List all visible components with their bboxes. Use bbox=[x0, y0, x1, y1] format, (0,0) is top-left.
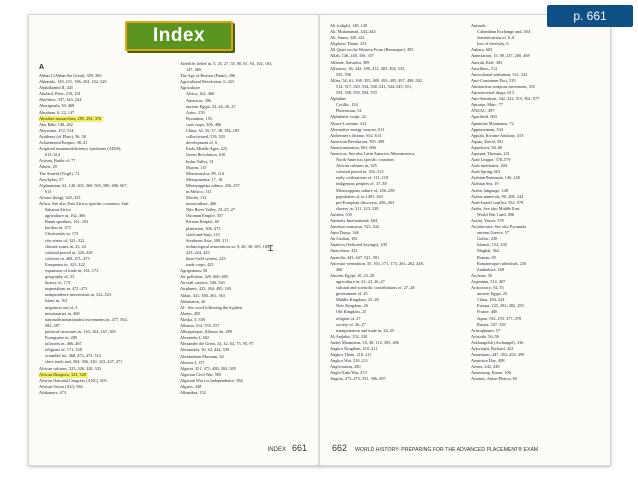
index-entry: Alighieri, Dante, 233 bbox=[330, 41, 367, 47]
index-entry: Anschluss, 512 bbox=[471, 65, 498, 71]
index-entry: Early Middle Ages, 223 bbox=[186, 146, 228, 152]
index-entry: Old Kingdom, 25 bbox=[336, 309, 367, 315]
index-entry: history of, 173 bbox=[45, 280, 71, 286]
index-entry: Anatolia, 443, 447, 521, 581 bbox=[330, 254, 380, 260]
index-entry: colonies in, 468, 471–473 bbox=[45, 255, 90, 261]
index-entry: North America; specific countries bbox=[336, 157, 395, 163]
index-entry: China, 184, 224 bbox=[477, 297, 505, 303]
index-entry: 147, 469 bbox=[186, 67, 202, 73]
index-entry: Portuguese in, 289 bbox=[45, 335, 78, 341]
index-entry: Green Revolution, 610 bbox=[186, 152, 226, 158]
index-entry: Abelard, Peter, 219, 231 bbox=[39, 91, 81, 97]
index-entry: Byzantine, 155 bbox=[186, 115, 213, 121]
index-entry: Agriculture bbox=[180, 85, 200, 91]
index-entry: Ali, Sunni, 320–321 bbox=[330, 35, 365, 41]
index-entry: China, 34, 35, 37, 38, 184–185 bbox=[186, 128, 240, 134]
index-entry: Appeasement, 534 bbox=[471, 126, 503, 132]
index-entry: development of, 6 bbox=[186, 140, 218, 146]
index-entry: religion of, 27 bbox=[336, 315, 361, 321]
index-entry: Ali, Muhammad, 443–444 bbox=[330, 29, 376, 35]
index-entry: Ankara, 603 bbox=[471, 47, 493, 53]
highlighted-index-entry: Absolute monarchies, 285, 292, 376 bbox=[39, 115, 102, 121]
index-entry: ANZAC, 497 bbox=[471, 108, 495, 114]
index-entry: slash-and-burn, 115 bbox=[186, 231, 220, 237]
index-entry: migration out of, 3 bbox=[45, 304, 78, 310]
index-entry: Airplanes, 423, 484, 485, 543 bbox=[180, 286, 232, 292]
index-column-4 bbox=[471, 23, 602, 429]
index-entry: agriculture in, 23–24, 26–27 bbox=[336, 278, 385, 284]
index-entry: Mesopotamia, 17, 18 bbox=[186, 176, 223, 182]
index-entry: Indus Valley, 31 bbox=[186, 158, 214, 164]
index-entry: independence movements in, 522–523 bbox=[45, 292, 112, 298]
index-entry: American Revolution, 395–399 bbox=[330, 138, 385, 144]
index-entry: Allende, Salvador, 589 bbox=[330, 59, 370, 65]
index-entry: Albuquerque, Alfonso de, 289 bbox=[180, 329, 232, 335]
index-entry: Middle Kingdom, 25–26 bbox=[336, 297, 379, 303]
index-entry: Anorak, Rolf, 383 bbox=[471, 59, 503, 65]
index-column-2 bbox=[180, 61, 311, 429]
index-entry: Afghanistan, 62, 148, 203, 360, 565, 580, 606, 607, bbox=[39, 182, 128, 188]
index-entry: Alzheimer's disease, 612, 614 bbox=[330, 132, 382, 138]
index-entry: Algerian Civil War, 585 bbox=[180, 371, 222, 377]
index-entry: Alliances, 36, 242, 390, 412, 483, 494, 535, bbox=[330, 65, 406, 71]
index-entry: 514, 517, 520, 534, 538–541, 544–545, 551, bbox=[336, 83, 413, 89]
index-entry: Amiens, 535 bbox=[330, 211, 352, 217]
index-entry: Abu Bakr, 148, 282 bbox=[39, 121, 73, 127]
index-entry: Ali (caliph), 148–149 bbox=[330, 23, 368, 28]
index-entry: Air pollution, 429, 600, 605 bbox=[180, 274, 229, 280]
index-entry: Ancestor veneration, 35, 163, 171, 173, 261–262, 448, bbox=[330, 260, 424, 266]
index-entry: Amnesty International, 604 bbox=[330, 218, 378, 223]
index-entry: Arab Spring, 601 bbox=[471, 169, 501, 175]
index-entry: Algeria, 351, 471, 480, 584–585 bbox=[180, 365, 236, 371]
index-entry: Roman, 85 bbox=[477, 254, 496, 260]
index-entry: Russia, 337, 339 bbox=[477, 321, 506, 327]
index-entry: Afrikaners, 473 bbox=[39, 389, 66, 395]
index-entry: expansion of trade in, 161–173 bbox=[45, 268, 99, 273]
running-title: WORLD HISTORY: PREPARING FOR THE ADVANCED PLACEMENT® EXAM bbox=[355, 447, 539, 453]
index-entry: Afterlife, belief in, 5, 25, 27, 35, 80, 81, 94, 102, 103, bbox=[180, 61, 273, 66]
index-entry: borders in, 473 bbox=[45, 225, 71, 231]
index-entry: Aqueducts, 84–86 bbox=[471, 144, 503, 150]
index-entry: Akbar, 341, 360–361, 363 bbox=[180, 292, 225, 298]
index-entry: Abbas I (Abbas the Great), 359–360 bbox=[39, 73, 102, 78]
index-entry: Arabic numerals, 90, 208, 244 bbox=[471, 193, 524, 199]
index-entry: Mississippian culture, 256–257 bbox=[186, 182, 240, 188]
index-entry: loss of diversity, 6 bbox=[477, 41, 509, 47]
index-entry: African cultures, 325–326, 328, 523 bbox=[39, 365, 102, 371]
index-entry: Artemis, Anton Pleiros, 65 bbox=[471, 376, 517, 382]
index-entry: Afonso (king), 320, 325 bbox=[39, 194, 81, 200]
index-entry: nationalism/nationalist movements in, 477, 502, bbox=[45, 316, 128, 322]
index-entry: railroads in, 466–467 bbox=[45, 341, 82, 347]
index-entry: Archons, 50 bbox=[471, 272, 493, 278]
index-entry: early civilizations of, 111–118 bbox=[336, 175, 389, 181]
index-entry: colonial period in, 320–328 bbox=[45, 249, 93, 255]
index-entry: indigenous peoples of, 37–38 bbox=[336, 181, 387, 187]
index-entry: Abolition, 337, 343–344 bbox=[39, 97, 82, 103]
index-entry: Phoenician, 54 bbox=[336, 108, 362, 114]
index-entry: New Kingdom, 26 bbox=[336, 303, 368, 309]
index-entry: Anglo-Zulu War, 473 bbox=[330, 370, 367, 376]
index-entry: geography of, 23 bbox=[45, 274, 75, 280]
banner-title: Index bbox=[152, 25, 206, 46]
index-entry: Animals bbox=[471, 23, 486, 28]
index-entry: Anarchism, 432 bbox=[330, 248, 358, 254]
index-entry: Islamic, 152, 230 bbox=[477, 242, 507, 248]
index-entry: collectivized, 518, 555 bbox=[186, 134, 226, 140]
index-entry: cash crops, 306, 466 bbox=[186, 121, 222, 127]
index-entry: Arabian Peninsula, 146–148 bbox=[471, 175, 520, 181]
index-entry: Arab League, 578–579 bbox=[471, 157, 511, 163]
index-entry: society of, 26–27 bbox=[336, 321, 366, 327]
index-entry: Gothic, 230 bbox=[477, 236, 498, 242]
index-entry: Aquinas, Thomas, 231 bbox=[471, 150, 510, 156]
index-entry: 223–224, 423 bbox=[186, 249, 210, 255]
index-entry: political structures in, 163–164, 167–169 bbox=[45, 328, 116, 334]
index-entry: Abbasids, 149–151, 186, 204, 232, 320 bbox=[39, 79, 107, 85]
index-entry: Bantu speakers, 161–163 bbox=[45, 219, 89, 225]
index-entry: African National Congress (ANC), 603 bbox=[39, 377, 107, 383]
right-page-columns bbox=[330, 23, 602, 429]
index-entry: Academy (of Plato), 56, 58 bbox=[39, 133, 86, 139]
index-entry: slave trade and, 304, 306, 320, 323–327, 471 bbox=[45, 359, 123, 365]
index-entry: Al-. See word following the hyphen. bbox=[180, 304, 243, 310]
index-entry: in Mexico, 111 bbox=[186, 188, 212, 194]
index-entry: Europe, 225, 281, 282, 293 bbox=[477, 303, 524, 309]
index-entry: climate zones in, 23, 24 bbox=[45, 243, 86, 249]
index-entry: Armstrong, Karen, 106 bbox=[471, 370, 511, 376]
index-entry: 613–614 bbox=[45, 152, 61, 158]
index-entry: Acquired immunodeficiency syndrome (AIDS), bbox=[39, 146, 122, 152]
index-entry: Arkwright, Richard, 422 bbox=[471, 345, 514, 351]
index-entry: Anticolonial sentiment, 521, 522 bbox=[471, 71, 528, 77]
index-entry: Alamo, 405 bbox=[180, 310, 201, 316]
index-entry: domestication of, 6–8 bbox=[477, 35, 515, 41]
index-entry: Japan, 192–193, 377–378 bbox=[477, 315, 522, 321]
index-entry: Architecture. See also Pyramids bbox=[471, 224, 527, 230]
index-entry: Anti-Comintern Pact, 535 bbox=[471, 77, 516, 83]
index-entry: Angola, 473–475, 551, 586–587 bbox=[330, 376, 386, 382]
index-entry: Antonio, Marc, 77 bbox=[471, 102, 503, 108]
index-entry: Arab-Israeli conflict, 552, 578 bbox=[471, 199, 524, 205]
index-entry: Alaska, 3, 339 bbox=[180, 316, 205, 322]
index-entry: Mississippian culture of, 256–258 bbox=[336, 187, 395, 193]
index-entry: African Union (AU), 584 bbox=[39, 383, 83, 389]
index-entry: Columbian Exchange and, 304 bbox=[477, 29, 530, 35]
index-entry: Alexius I, 157 bbox=[180, 359, 205, 365]
index-entry: Akhenaton, 26 bbox=[180, 298, 206, 304]
index-entry: population of, in 1491, 263 bbox=[336, 193, 383, 199]
index-entry: Arkhangelsk (Archangel), 336 bbox=[471, 339, 524, 345]
index-entry: Ancient Egypt, 10, 23–29 bbox=[330, 272, 375, 278]
right-page-footer bbox=[332, 443, 538, 453]
index-entry: Alternative energy sources, 611 bbox=[330, 126, 385, 132]
index-entry: slavery in, 311, 323–328 bbox=[336, 205, 379, 211]
index-entry: Alsace-Lorraine, 412 bbox=[330, 120, 367, 126]
text-cursor-icon: ⌶ bbox=[268, 244, 274, 254]
index-entry: Andes Mountains, 10, 38, 112, 305, 406 bbox=[330, 339, 399, 345]
index-entry: Argentina, 514, 407 bbox=[471, 278, 506, 284]
index-entry: city-states of, 321–322 bbox=[45, 237, 85, 243]
index-entry: The Age of Reason (Paine), 396 bbox=[180, 73, 236, 79]
index-entry: Aquae, David, 591 bbox=[471, 138, 504, 144]
index-entry: Americas. See also Latin America; Mesoamerica; bbox=[330, 150, 416, 156]
index-entry: Aztec, 259 bbox=[186, 109, 205, 115]
index-entry: scramble for, 468, 472–473, 514 bbox=[45, 353, 101, 359]
index-entry: Aircraft carriers, 540, 543 bbox=[180, 280, 225, 286]
index-entry: Africa, 162, 466 bbox=[186, 91, 215, 97]
index-entry: pre-European discovery, 256–263 bbox=[336, 199, 395, 205]
index-entry: Africa. See also East Africa; specific countries; Sub- bbox=[39, 200, 130, 206]
index-entry: Arafat, Yasser, 578 bbox=[471, 218, 504, 223]
left-page-footer bbox=[268, 443, 307, 453]
index-entry: Arabian Sea, 19 bbox=[471, 181, 499, 187]
index-entry: Annexation, 15, 88, 237, 260, 469 bbox=[471, 53, 530, 59]
section-letter: A bbox=[39, 64, 45, 71]
index-entry: Algiers, 448 bbox=[180, 383, 202, 389]
index-entry: Amu Darya, 346 bbox=[330, 230, 359, 236]
index-entry: Southeast Asia, 209, 211 bbox=[186, 237, 229, 243]
index-entry: Romanesque cathedrals, 230 bbox=[477, 260, 527, 266]
index-entry: Albania, 514, 555–557 bbox=[180, 323, 220, 329]
index-entry: Allies, 54, 61, 168, 355, 489, 493–495, 497, 498–502, bbox=[330, 77, 423, 83]
index-entry: Amritsar massacre, 521–522 bbox=[330, 224, 380, 230]
index-entry: Antiretroviral drugs, 613 bbox=[471, 90, 514, 96]
index-entry: Aeschylus, 57 bbox=[39, 176, 64, 182]
index-entry: The Aeneid (Virgil), 72 bbox=[39, 170, 80, 176]
index-entry: Americanization, 601, 606 bbox=[330, 144, 376, 150]
index-entry: Ottoman Empire, 357 bbox=[186, 213, 224, 219]
index-entry: Angkor Kingdom, 210–211 bbox=[330, 345, 378, 351]
index-entry: Adults, 29 bbox=[39, 164, 57, 170]
index-banner bbox=[125, 21, 233, 51]
index-entry: Alexander the Great, 32, 42, 64, 75, 95, 97 bbox=[180, 341, 254, 347]
index-entry: Alexandrian Museum, 62 bbox=[180, 353, 224, 359]
index-entry: 555, 556 bbox=[336, 71, 352, 77]
index-entry: An Lushan, 182 bbox=[330, 236, 358, 242]
index-entry: Allah, 146–148, 356, 357 bbox=[330, 53, 374, 59]
index-column-1 bbox=[39, 61, 170, 429]
index-entry: Agrigentum, 58 bbox=[180, 268, 208, 274]
index-entry: Armenians, 447, 453–454, 499 bbox=[471, 352, 525, 358]
index-entry: Apartheid, 603 bbox=[471, 114, 497, 120]
index-entry: ancient Egypt, 23–24, 26–27 bbox=[186, 103, 236, 109]
index-entry: Arabic language, 148 bbox=[471, 187, 508, 193]
index-entry: France, 400 bbox=[477, 309, 498, 315]
index-entry: Mughal, 362 bbox=[477, 248, 499, 254]
page-number: 662 bbox=[332, 443, 348, 453]
index-entry: government of, 25 bbox=[336, 291, 368, 297]
index-entry: three-field system, 223 bbox=[186, 256, 226, 261]
index-entry: monoculture, 466 bbox=[186, 201, 217, 207]
index-entry: missionaries in, 468 bbox=[45, 310, 80, 316]
index-entry: Abyssinia, 472, 514 bbox=[39, 127, 74, 133]
index-entry: Armor, 242, 248 bbox=[471, 364, 500, 370]
index-entry: Alexandria, 50, 62, 444, 539 bbox=[180, 347, 230, 353]
page-indicator-label: p. 661 bbox=[573, 9, 607, 23]
index-entry: 460 bbox=[336, 266, 343, 272]
index-entry: Nile River Valley, 23–25, 27 bbox=[186, 207, 236, 213]
index-entry: 613 bbox=[45, 188, 52, 194]
page-number: 661 bbox=[291, 443, 307, 453]
index-column-3 bbox=[330, 23, 461, 429]
index-entry: cultural and scientific contributions of, 27–28 bbox=[336, 285, 415, 291]
index-entry: Analects (Selected Sayings), 100 bbox=[330, 242, 387, 248]
index-entry: ancient Egypt, 25 bbox=[477, 291, 508, 297]
index-entry: Actium, Battle of, 77 bbox=[39, 158, 76, 164]
index-entry: Anti-Semitism, 342, 412, 515, 561, 577 bbox=[471, 96, 540, 102]
index-entry: Aristophanes, 57 bbox=[471, 327, 501, 333]
index-entry: Persian Empire, 40 bbox=[186, 219, 219, 225]
page-indicator[interactable] bbox=[547, 5, 633, 27]
index-entry: Apennine Mountains, 72 bbox=[471, 120, 514, 126]
index-entry: Mayan, 115 bbox=[186, 164, 207, 170]
index-entry: Armistice Day, 488 bbox=[471, 358, 505, 364]
index-entry: ancient Greece, 57 bbox=[477, 230, 510, 236]
index-entry: Aboriginals, 30, 468 bbox=[39, 103, 75, 109]
index-entry: Mesoamerica, 98, 114 bbox=[186, 170, 225, 176]
left-page bbox=[28, 14, 320, 466]
index-entry: Aristocracy, 54, 55 bbox=[471, 285, 504, 291]
index-entry: Algerian War for Independence, 584 bbox=[180, 377, 243, 383]
index-entry: Arab merchants, 204 bbox=[471, 163, 507, 169]
footer-label: INDEX bbox=[267, 447, 286, 453]
index-entry: 582–587 bbox=[45, 322, 61, 328]
index-entry: Achaemenid Empire, 38–41 bbox=[39, 140, 88, 146]
index-entry: Cyrillic, 154 bbox=[336, 102, 358, 108]
index-entry: Islam in, 161 bbox=[45, 298, 68, 304]
highlighted-index-entry: African Diaspora, 323, 328 bbox=[39, 371, 86, 377]
right-page bbox=[319, 14, 611, 466]
index-entry: Alphabet bbox=[330, 96, 346, 102]
index-entry: Anglicanism, 280 bbox=[330, 364, 361, 370]
index-entry: trade crops, 425 bbox=[186, 262, 214, 268]
index-entry: Al-Andalus, 152, 230 bbox=[330, 333, 368, 339]
index-entry: Europeans in, 321–322 bbox=[45, 261, 85, 267]
index-entry: 554, 558, 559, 594, 570 bbox=[336, 90, 377, 96]
index-entry: Abdulhamid II, 445 bbox=[39, 85, 74, 91]
index-entry: All Quiet on the Western Front (Remarque), 495 bbox=[330, 47, 414, 53]
index-entry: Alhambra, 152 bbox=[180, 390, 206, 396]
index-entry: Abraham, 6, 22, 147 bbox=[39, 109, 75, 115]
index-entry: Agricultural Revolution, 6, 423 bbox=[180, 79, 235, 85]
index-entry: plantation, 306, 473 bbox=[186, 225, 221, 231]
index-entry: Arabs. See also Middle East bbox=[471, 205, 520, 211]
index-entry: Americas, 306 bbox=[186, 97, 212, 103]
index-entry: Alphabetic script, 22 bbox=[330, 114, 366, 120]
index-entry: agriculture in, 162, 466 bbox=[45, 213, 86, 219]
index-entry: colonial period in, 302–313 bbox=[336, 169, 384, 175]
index-entry: African cultures in, 325 bbox=[336, 163, 377, 169]
index-entry: Saharan Africa bbox=[45, 207, 71, 213]
index-entry: Christianity in, 173 bbox=[45, 231, 79, 237]
index-entry: religions of, 171, 328 bbox=[45, 347, 82, 353]
index-entry: Moche, 112 bbox=[186, 195, 207, 201]
index-entry: Appiah, Kwame Anthony, 413 bbox=[471, 132, 524, 138]
index-entry: Alexander I, 402 bbox=[180, 335, 209, 341]
index-entry: Zimbabwe, 169 bbox=[477, 266, 504, 272]
index-entry: Aristotle, 56–58 bbox=[471, 333, 499, 339]
index-entry: Antinuclear weapons movement, 555 bbox=[471, 83, 536, 89]
index-entry: Angkor Wat, 210–211 bbox=[330, 358, 368, 364]
index-entry: transportation and trade in, 24–25 bbox=[336, 327, 395, 333]
index-entry: Angkor Thom, 210, 211 bbox=[330, 352, 372, 358]
index-entry: World War I and, 496 bbox=[477, 211, 515, 217]
index-entry: technological innovations in, 9, 20, 38, 105, 185, bbox=[186, 243, 271, 249]
index-entry: imperialism in, 471–473 bbox=[45, 286, 88, 292]
